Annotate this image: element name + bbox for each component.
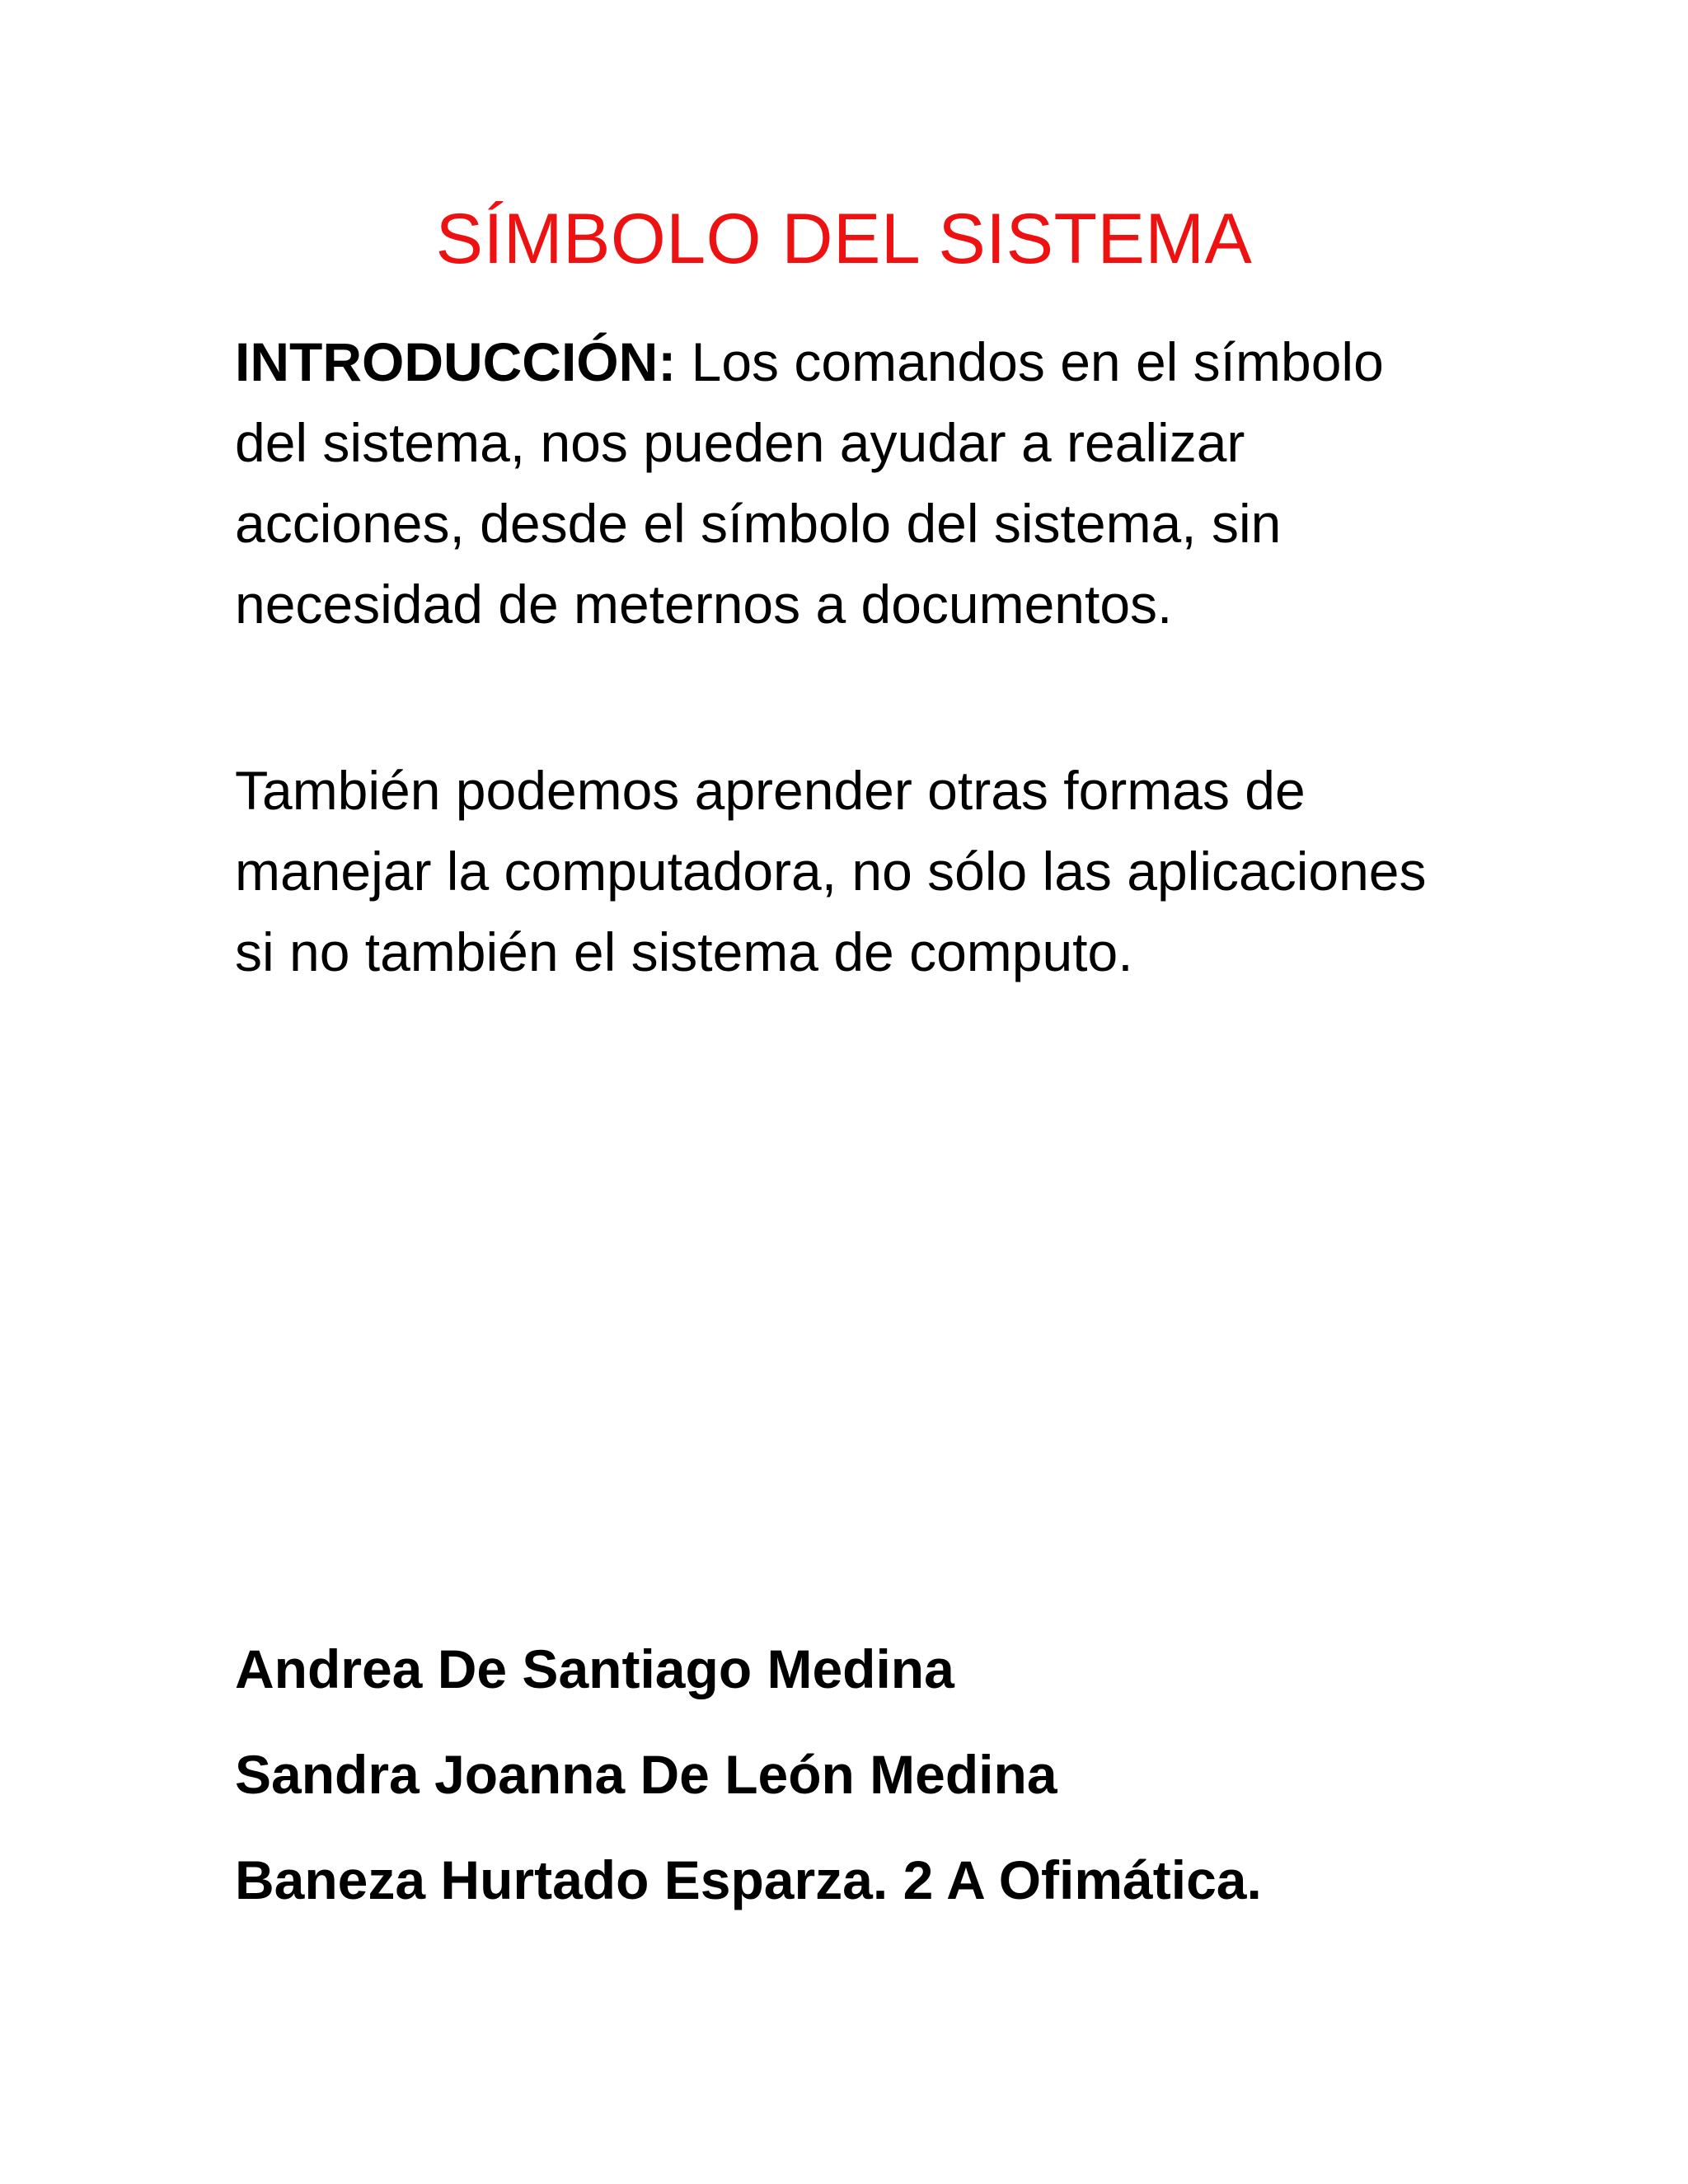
second-paragraph: También podemos aprender otras formas de manejar la computadora, no sólo las aplicaciones si no también el sistema de computo. xyxy=(235,760,1427,982)
author-name: Andrea De Santiago Medina xyxy=(235,1638,954,1699)
intro-label: INTRODUCCIÓN: xyxy=(235,331,677,392)
author-name: Sandra Joanna De León Medina xyxy=(235,1744,1057,1805)
author-list xyxy=(235,1636,1554,1952)
author-name: Baneza Hurtado Esparza. 2 A Ofimática. xyxy=(235,1849,1262,1910)
intro-text: Los comandos en el símbolo del sistema, nos pueden ayudar a realizar acciones, desde el símbolo del sistema, sin necesidad de meternos a documentos. xyxy=(235,331,1384,635)
document-title: SÍMBOLO DEL SISTEMA xyxy=(435,199,1253,279)
intro-paragraph xyxy=(235,321,1471,644)
